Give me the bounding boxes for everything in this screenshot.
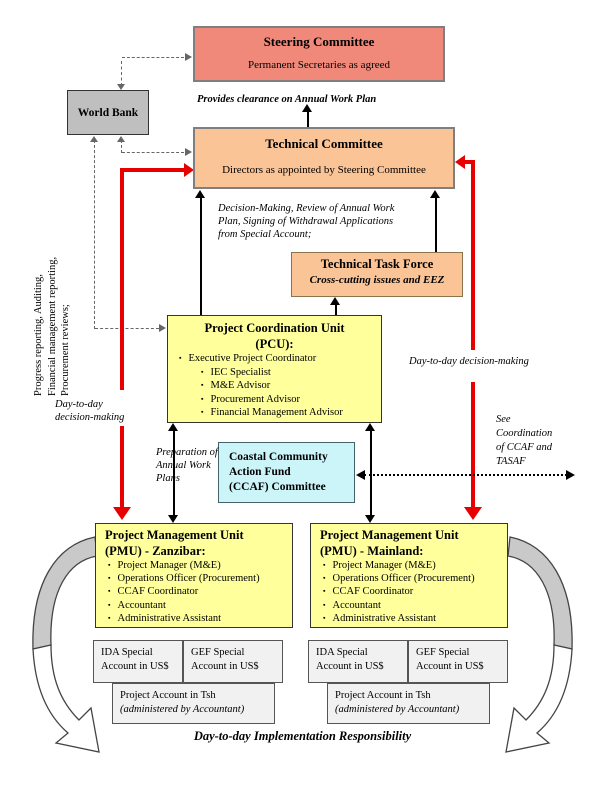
red-arrowhead-into-technical-right xyxy=(455,155,465,169)
pmu-member-label: Accountant xyxy=(332,599,381,611)
see-coordination-line: Coordination xyxy=(496,428,553,439)
pmu-member-label: Project Manager (M&E) xyxy=(332,560,436,571)
pmu-member xyxy=(105,599,288,612)
right-cycle-arrow xyxy=(497,531,589,767)
dashed-arrowhead-into-pcu xyxy=(159,324,166,332)
zanzibar-gef-account-box xyxy=(183,640,283,683)
dashed-wb-steering-horizontal xyxy=(122,57,184,58)
pmu-member-label: CCAF Coordinator xyxy=(117,586,199,598)
see-coordination-label xyxy=(496,413,552,469)
decision-making-label xyxy=(218,202,394,241)
decision-making-line: from Special Account; xyxy=(218,229,312,240)
bullet-icon: ▪ xyxy=(201,394,204,403)
pcu-title-2: (PCU): xyxy=(255,337,294,351)
dotted-arrowhead-right-edge xyxy=(566,470,575,480)
dashed-arrowhead-into-technical xyxy=(185,148,192,156)
day-left-line: decision-making xyxy=(55,412,125,423)
account-line: IDA Special xyxy=(101,647,153,658)
pmu-member-label: Operations Officer (Procurement) xyxy=(332,573,475,585)
decision-making-line: Plan, Signing of Withdrawal Applications xyxy=(218,216,394,227)
bullet-icon: ▪ xyxy=(108,574,111,583)
pmu-mainland-title: Project Management Unit xyxy=(320,528,459,542)
technical-committee-box xyxy=(193,127,455,189)
see-coordination-line: of CCAF and xyxy=(496,442,553,453)
bullet-icon: ▪ xyxy=(323,574,326,583)
ccaf-line: (CCAF) Committee xyxy=(229,481,326,493)
arrowhead-pmu-mainland-top xyxy=(365,515,375,523)
dashed-arrowhead-into-worldbank-bottom-1 xyxy=(117,136,125,142)
bullet-icon: ▪ xyxy=(201,408,204,417)
technical-task-force-subtitle: Cross-cutting issues and EEZ xyxy=(309,274,445,286)
technical-task-force-title: Technical Task Force xyxy=(320,257,434,271)
account-line: Account in US$ xyxy=(316,660,384,672)
red-right-vertical-lower xyxy=(471,382,475,507)
preparation-line: Annual Work xyxy=(156,460,211,471)
dashed-wb-steering-vertical xyxy=(121,61,122,86)
pmu-mainland-title-2: (PMU) - Mainland: xyxy=(320,544,424,558)
pmu-mainland-box xyxy=(310,523,508,628)
account-line: Account in US$ xyxy=(101,660,169,672)
ccaf-committee-box xyxy=(218,442,355,503)
bullet-icon: ▪ xyxy=(201,381,204,390)
pcu-member xyxy=(168,406,381,420)
bottom-responsibility-label: Day-to-day Implementation Responsibility xyxy=(193,729,412,743)
zanzibar-project-account-box xyxy=(112,683,275,724)
pmu-member xyxy=(320,559,503,572)
account-line: Account in US$ xyxy=(416,660,484,672)
provides-clearance-label: Provides clearance on Annual Work Plan xyxy=(197,94,377,105)
account-line: IDA Special xyxy=(316,647,368,658)
red-left-vertical-lower xyxy=(120,426,124,507)
preparation-line: Preparation of xyxy=(156,447,218,458)
pcu-title: Project Coordination Unit xyxy=(204,321,345,335)
steering-committee-title: Steering Committee xyxy=(263,34,375,49)
dashed-wb-pcu-vertical xyxy=(94,140,95,329)
red-right-vertical-upper xyxy=(471,160,475,350)
world-bank-box xyxy=(67,90,149,135)
reporting-line: Procurement reviews; xyxy=(60,304,71,396)
pmu-member xyxy=(320,585,503,598)
pcu-member-label: IEC Specialist xyxy=(210,366,271,378)
arrowhead-pmu-zanzibar-top xyxy=(168,515,178,523)
pmu-member xyxy=(105,612,288,625)
bullet-icon: ▪ xyxy=(108,561,111,569)
pmu-zanzibar-title-2: (PMU) - Zanzibar: xyxy=(105,544,206,558)
pcu-member-label: M&E Advisor xyxy=(210,380,271,392)
bullet-icon: ▪ xyxy=(323,587,326,596)
steering-committee-subtitle: Permanent Secretaries as agreed xyxy=(247,59,390,71)
world-bank-title: World Bank xyxy=(77,106,139,119)
arrowhead-pcu-bottom-left xyxy=(168,423,178,431)
bullet-icon: ▪ xyxy=(323,561,326,569)
steering-committee-box xyxy=(193,26,445,82)
account-line: Project Account in Tsh xyxy=(120,690,216,701)
account-note: (administered by Accountant) xyxy=(335,703,460,715)
reporting-line: Financial management reporting, xyxy=(46,256,58,396)
pcu-member-label: Financial Management Advisor xyxy=(210,407,343,419)
pmu-member-label: Administrative Assistant xyxy=(332,612,437,624)
pcu-member-label: Procurement Advisor xyxy=(210,393,301,405)
pmu-member xyxy=(105,585,288,598)
pmu-member xyxy=(320,572,503,585)
day-left-line: Day-to-day xyxy=(55,399,103,410)
dashed-arrowhead-into-steering xyxy=(185,53,192,61)
day-to-day-right-label: Day-to-day decision-making xyxy=(409,356,529,367)
bullet-icon: ▪ xyxy=(179,354,182,362)
bullet-icon: ▪ xyxy=(108,613,111,622)
pmu-member-label: Accountant xyxy=(117,599,166,611)
preparation-label xyxy=(156,446,218,485)
line-pcu-pmu-mainland xyxy=(370,430,372,515)
decision-making-line: Decision-Making, Review of Annual Work xyxy=(218,203,395,214)
arrowhead-pcu-bottom-right xyxy=(365,423,375,431)
pmu-member-label: CCAF Coordinator xyxy=(332,586,414,598)
pcu-member xyxy=(168,379,381,393)
pmu-member-label: Administrative Assistant xyxy=(117,612,222,624)
bullet-icon: ▪ xyxy=(108,587,111,596)
red-left-horizontal xyxy=(120,168,185,172)
mainland-gef-account-box xyxy=(408,640,508,683)
pcu-member xyxy=(168,366,381,380)
dashed-wb-pcu-horizontal xyxy=(95,328,159,329)
technical-committee-title: Technical Committee xyxy=(265,136,383,151)
reporting-line: Progress reporting, Auditing, xyxy=(33,274,44,396)
dotted-ccaf-tasaf-line xyxy=(364,474,567,476)
account-line: Project Account in Tsh xyxy=(335,690,431,701)
technical-committee-subtitle: Directors as appointed by Steering Committee xyxy=(222,164,426,176)
pmu-member xyxy=(105,572,288,585)
reporting-rotated-label xyxy=(32,166,74,396)
bullet-icon: ▪ xyxy=(323,600,326,609)
bullet-icon: ▪ xyxy=(108,600,111,609)
pmu-zanzibar-box xyxy=(95,523,293,628)
zanzibar-ida-account-box xyxy=(93,640,183,683)
see-coordination-line: See xyxy=(496,414,511,425)
pcu-member xyxy=(168,393,381,407)
account-line: Account in US$ xyxy=(191,660,259,672)
red-left-vertical-upper xyxy=(120,168,124,390)
line-technical-to-steering xyxy=(307,111,309,127)
day-to-day-left-label xyxy=(55,398,124,424)
pcu-member xyxy=(168,352,381,366)
bullet-icon: ▪ xyxy=(323,613,326,622)
account-line: GEF Special xyxy=(191,647,245,658)
red-arrowhead-into-pmu-mainland xyxy=(464,507,482,520)
pcu-member-label: Executive Project Coordinator xyxy=(188,353,317,364)
pmu-member xyxy=(105,559,288,572)
mainland-ida-account-box xyxy=(308,640,408,683)
pcu-box xyxy=(167,315,382,423)
ccaf-line: Action Fund xyxy=(229,466,291,478)
red-arrowhead-into-pmu-zanzibar xyxy=(113,507,131,520)
dashed-wb-technical-horizontal xyxy=(122,152,184,153)
dashed-arrowhead-into-worldbank-bottom-2 xyxy=(90,136,98,142)
mainland-project-account-box xyxy=(327,683,490,724)
ccaf-line: Coastal Community xyxy=(229,451,328,463)
arrowhead-technical-left xyxy=(195,190,205,198)
arrowhead-taskforce xyxy=(330,297,340,305)
line-taskforce-to-technical xyxy=(435,197,437,252)
line-pcu-to-taskforce xyxy=(335,304,337,315)
pmu-zanzibar-title: Project Management Unit xyxy=(105,528,244,542)
technical-task-force-box xyxy=(291,252,463,297)
pmu-member-label: Project Manager (M&E) xyxy=(117,560,221,571)
pmu-member-label: Operations Officer (Procurement) xyxy=(117,573,260,585)
see-coordination-line: TASAF xyxy=(496,456,526,467)
account-line: GEF Special xyxy=(416,647,470,658)
pmu-member xyxy=(320,612,503,625)
arrowhead-technical-right xyxy=(430,190,440,198)
line-pcu-to-technical xyxy=(200,197,202,315)
preparation-line: Plans xyxy=(156,473,180,484)
bullet-icon: ▪ xyxy=(201,367,204,376)
dotted-arrowhead-into-ccaf xyxy=(356,470,365,480)
account-note: (administered by Accountant) xyxy=(120,703,245,715)
pmu-member xyxy=(320,599,503,612)
arrowhead-steering xyxy=(302,104,312,112)
